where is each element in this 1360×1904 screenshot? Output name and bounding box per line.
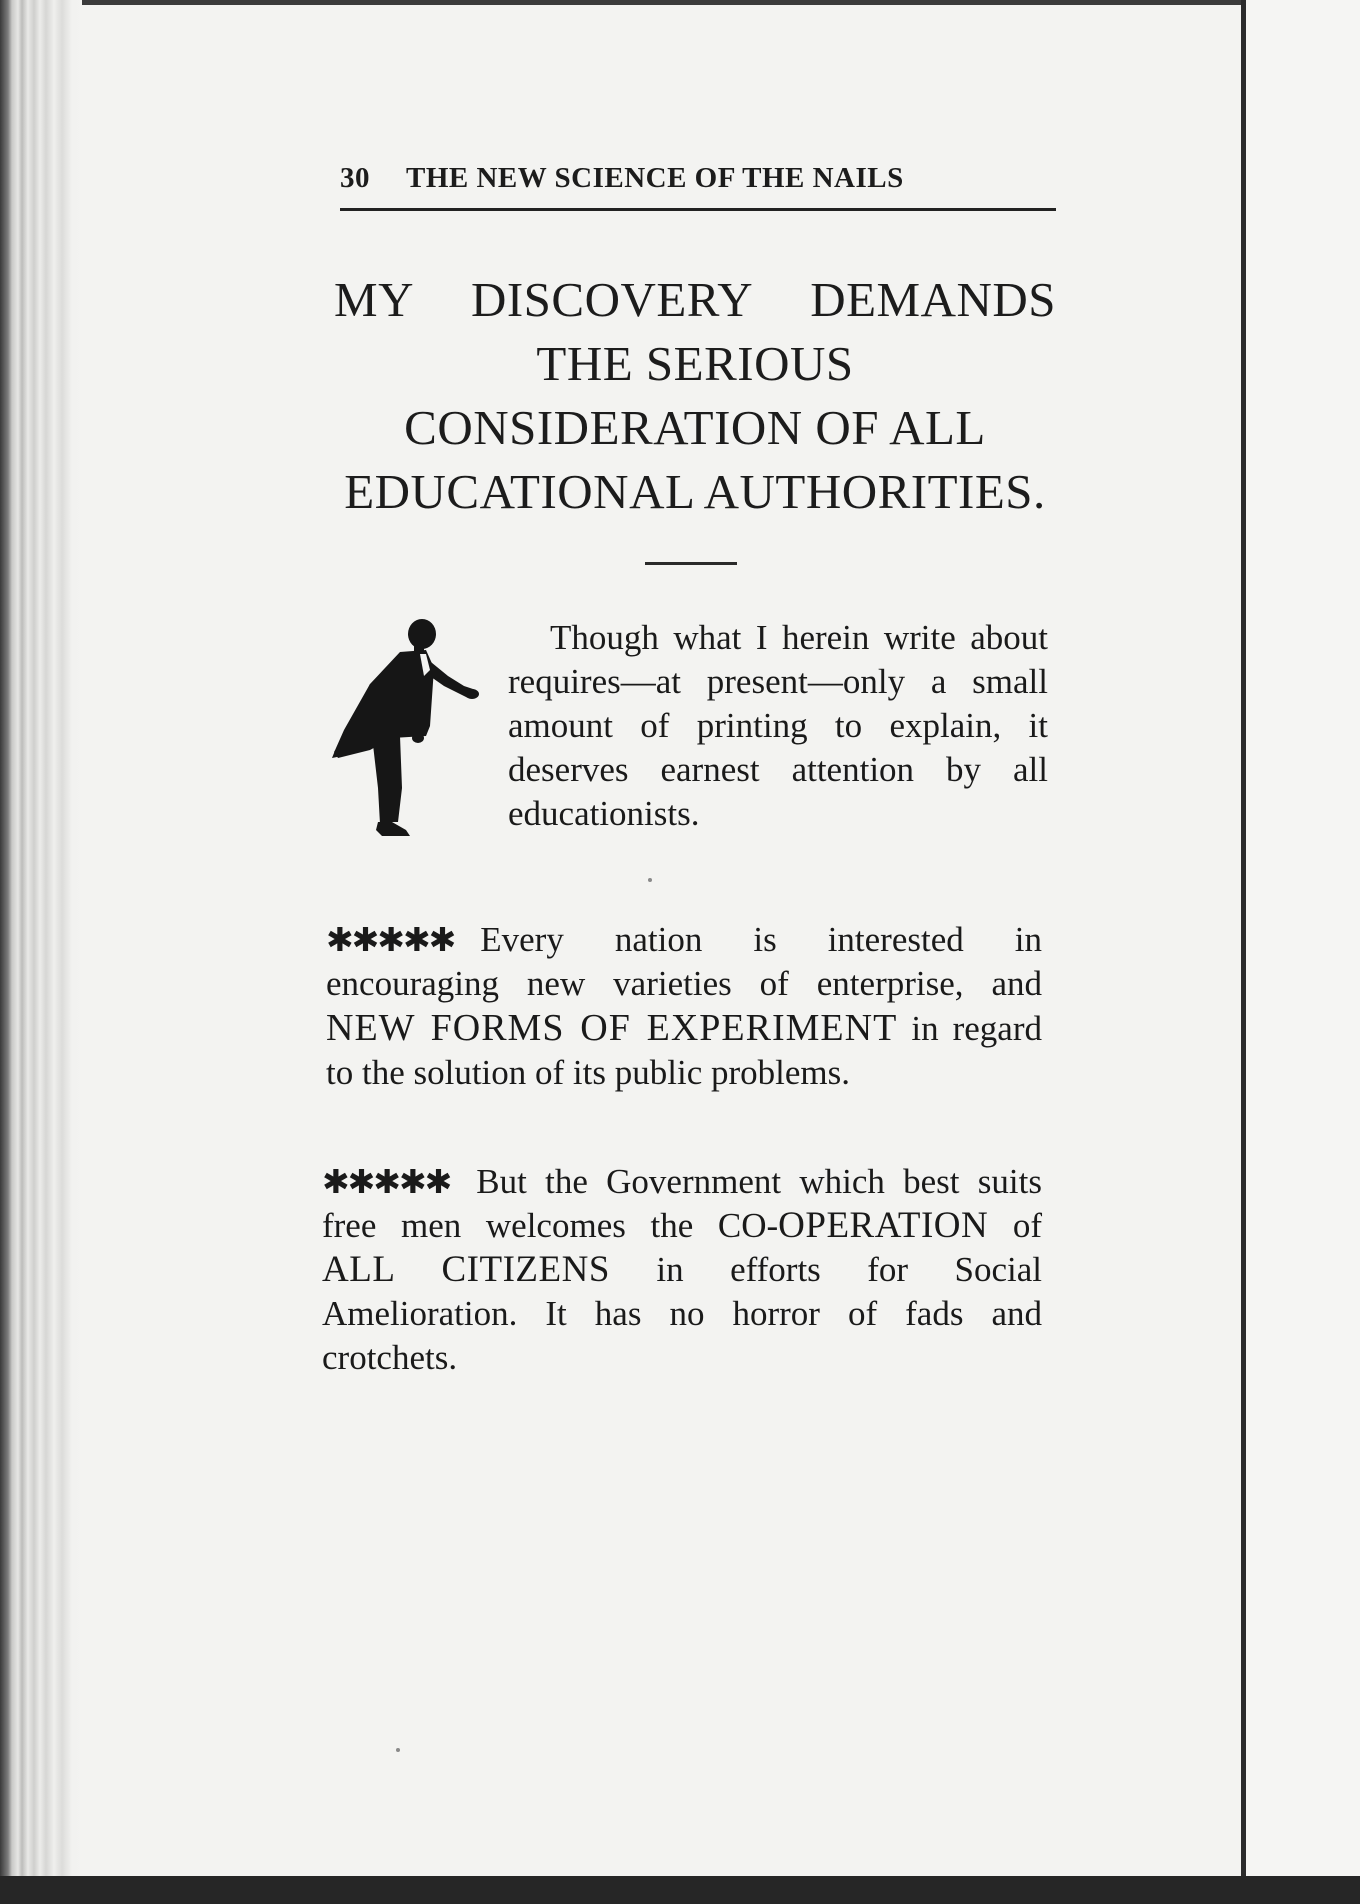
paragraph-text: in efforts for Social Amelioration. It has no horror of fads and crotchets. — [322, 1250, 1043, 1377]
right-margin — [1246, 0, 1360, 1904]
running-header — [340, 162, 1056, 211]
paragraph-text: of — [1012, 1206, 1043, 1245]
paragraph-text: But the Government which best suits free men welcomes the CO- — [322, 1162, 1042, 1245]
running-title: THE NEW SCIENCE OF THE NAILS — [406, 162, 904, 194]
heading-word: DISCOVERY — [470, 272, 754, 327]
chapter-heading — [334, 268, 1056, 524]
paragraph-text: Every nation is interested in encouraging new varieties of enterprise, and — [326, 920, 1042, 1003]
page-number: 30 — [340, 162, 370, 194]
intro-paragraph: Though what I herein write about requires—at present—only a small amount of printing to explain, it deserves earnest attention by all educationists. — [508, 618, 1048, 833]
heading-line-1 — [334, 268, 1056, 332]
star-ornament: ✱✱✱✱✱ — [326, 920, 455, 959]
emphasis-caps: OPERATION — [778, 1205, 989, 1246]
heading-line-2: THE SERIOUS — [536, 336, 854, 391]
star-ornament: ✱✱✱✱✱ — [322, 1162, 451, 1201]
paper-speck — [396, 1748, 400, 1752]
nation-paragraph — [326, 918, 1042, 1095]
heading-line-4: EDUCATIONAL AUTHORITIES. — [344, 464, 1046, 519]
emphasis-caps: ALL CITIZENS — [322, 1249, 610, 1290]
heading-word: DEMANDS — [810, 272, 1056, 327]
bowing-man-silhouette-icon — [330, 618, 482, 840]
government-paragraph — [322, 1160, 1042, 1380]
book-edge-left — [0, 0, 82, 1904]
paper-speck — [648, 878, 652, 882]
scan-bottom-edge — [0, 1876, 1360, 1904]
heading-line-3: CONSIDERATION OF ALL — [404, 400, 986, 455]
heading-word: MY — [334, 272, 414, 327]
scan-top-edge — [0, 0, 1360, 5]
section-divider-rule — [645, 562, 737, 565]
page-fold-line — [1241, 0, 1246, 1880]
emphasis-caps: NEW FORMS OF EXPERIMENT — [326, 1007, 898, 1049]
paragraph-text: in regard to the solution of its public problems. — [326, 1009, 1042, 1092]
